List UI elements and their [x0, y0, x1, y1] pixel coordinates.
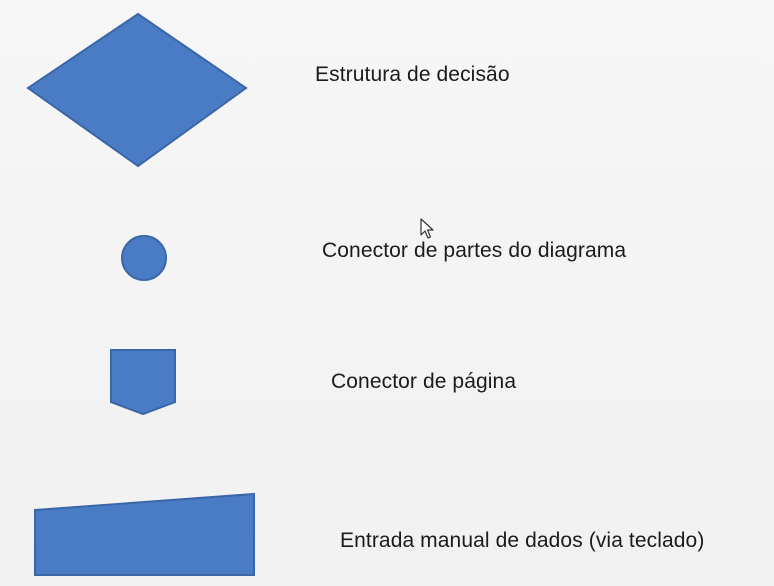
page-connector-shape [111, 350, 175, 414]
manual-input-shape [35, 494, 254, 575]
connector-circle-shape [122, 236, 166, 280]
mouse-pointer-icon [420, 218, 436, 240]
decision-label: Estrutura de decisão [315, 63, 510, 86]
page-connector-label: Conector de página [331, 370, 517, 393]
connector-label: Conector de partes do diagrama [322, 239, 627, 262]
decision-diamond-shape [28, 14, 246, 166]
manual-input-label: Entrada manual de dados (via teclado) [340, 529, 705, 552]
